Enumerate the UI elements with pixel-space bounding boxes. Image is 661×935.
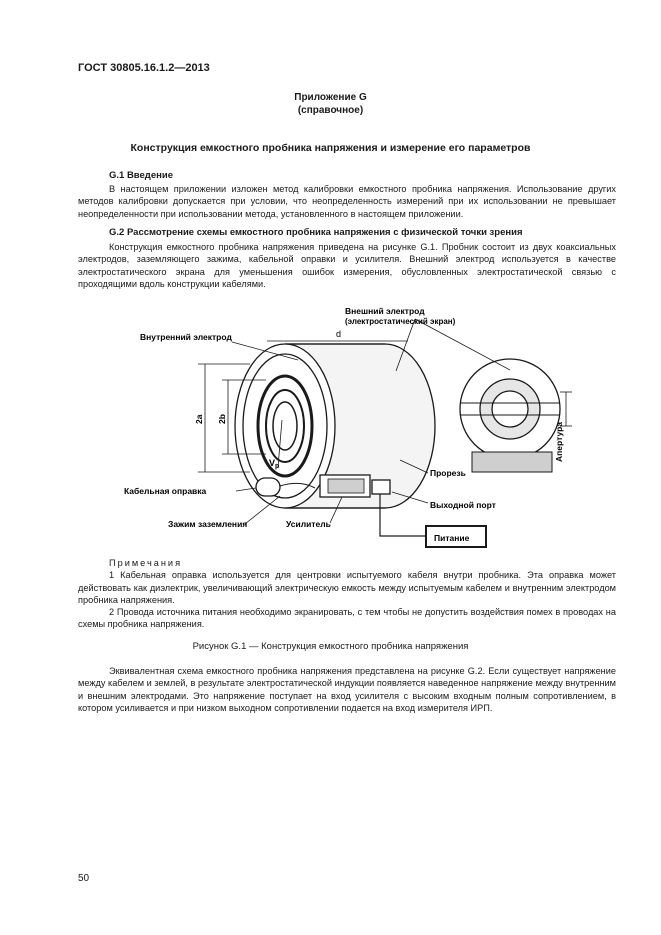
page-number: 50	[78, 873, 90, 884]
main-title: Конструкция емкостного пробника напряжения и измерение его параметров	[130, 142, 531, 154]
section-g2-heading: G.2 Рассмотрение схемы емкостного пробника напряжения с физической точки зрения	[109, 227, 523, 238]
section-g1-heading: G.1 Введение	[109, 170, 173, 181]
section-g2-text	[78, 241, 616, 290]
section-g1-paragraph: В настоящем приложении изложен метод калибровки емкостного пробника напряжения. Использование других методов калибровки допускается при условии, что неопределенность измерений при их использовании не превышает неопределенности при использовании метода, установленного в настоящем приложении.	[78, 184, 616, 219]
label-dimension-2b: 2b	[217, 414, 227, 424]
output-port	[372, 480, 390, 494]
notes-heading: Примечания	[109, 558, 183, 568]
label-slot: Прорезь	[430, 468, 466, 478]
label-power: Питание	[434, 533, 470, 543]
label-output-port: Выходной порт	[430, 500, 496, 510]
label-outer-electrode: Внешний электрод	[345, 306, 425, 316]
label-dimension-d: d	[336, 329, 342, 339]
label-inner-electrode: Внутренний электрод	[140, 332, 232, 342]
figure-caption: Рисунок G.1 — Конструкция емкостного пробника напряжения	[192, 641, 469, 652]
figure-g1	[110, 300, 590, 563]
figure-notes	[78, 557, 616, 631]
document-header: ГОСТ 30805.16.1.2—2013	[78, 62, 210, 74]
label-amplifier: Усилитель	[286, 519, 331, 529]
label-aperture: Апертура	[554, 422, 564, 462]
side-view-base	[472, 452, 552, 472]
label-cable-mandrel: Кабельная оправка	[124, 486, 207, 496]
cable-mandrel	[256, 478, 280, 496]
section-g2-paragraph: Конструкция емкостного пробника напряжения приведена на рисунке G.1. Пробник состоит из двух коаксиальных электродов, заземляющего зажима, кабельной оправки и усилителя. Внешний электрод используется в качестве электростатического экрана для уменьшения ошибок измерения, обусловленных электростатической связью с проходящими вдоль конструкции кабелями.	[78, 242, 616, 289]
note-1: 1 Кабельная оправка используется для центровки испытуемого кабеля внутри пробника. Эта оправка может действовать как диэлектрик, увеличивающий электрическую емкость между испытуемым кабелем и внутренним электродом пробника напряжения.	[78, 570, 616, 605]
closing-paragraph: Эквивалентная схема емкостного пробника напряжения представлена на рисунке G.2. Если существует напряжение между кабелем и землей, в результате электростатической индукции появляется наведенное напряжение между внутренним и внешним электродами. Это напряжение поступает на вход усилителя с высоким входным полным сопротивлением, в котором усиливается и при низком выходном сопротивлении подается на вход измерителя ИРП.	[78, 666, 616, 713]
section-g1-text	[78, 183, 616, 220]
probe-diagram	[110, 300, 590, 558]
label-ground-clamp: Зажим заземления	[168, 519, 248, 529]
annex-subtitle: (справочное)	[297, 105, 364, 116]
note-2: 2 Провода источника питания необходимо экранировать, с тем чтобы не допустить воздействия помех в проводах на схемы пробника напряжения.	[78, 607, 616, 630]
closing-text	[78, 665, 616, 714]
label-dimension-2a: 2a	[194, 414, 204, 424]
annex-title: Приложение G	[294, 92, 367, 103]
label-voltage-main: V	[269, 458, 276, 468]
label-outer-electrode-note: (электростатический экран)	[345, 317, 456, 326]
label-voltage-sub: p	[275, 463, 280, 470]
